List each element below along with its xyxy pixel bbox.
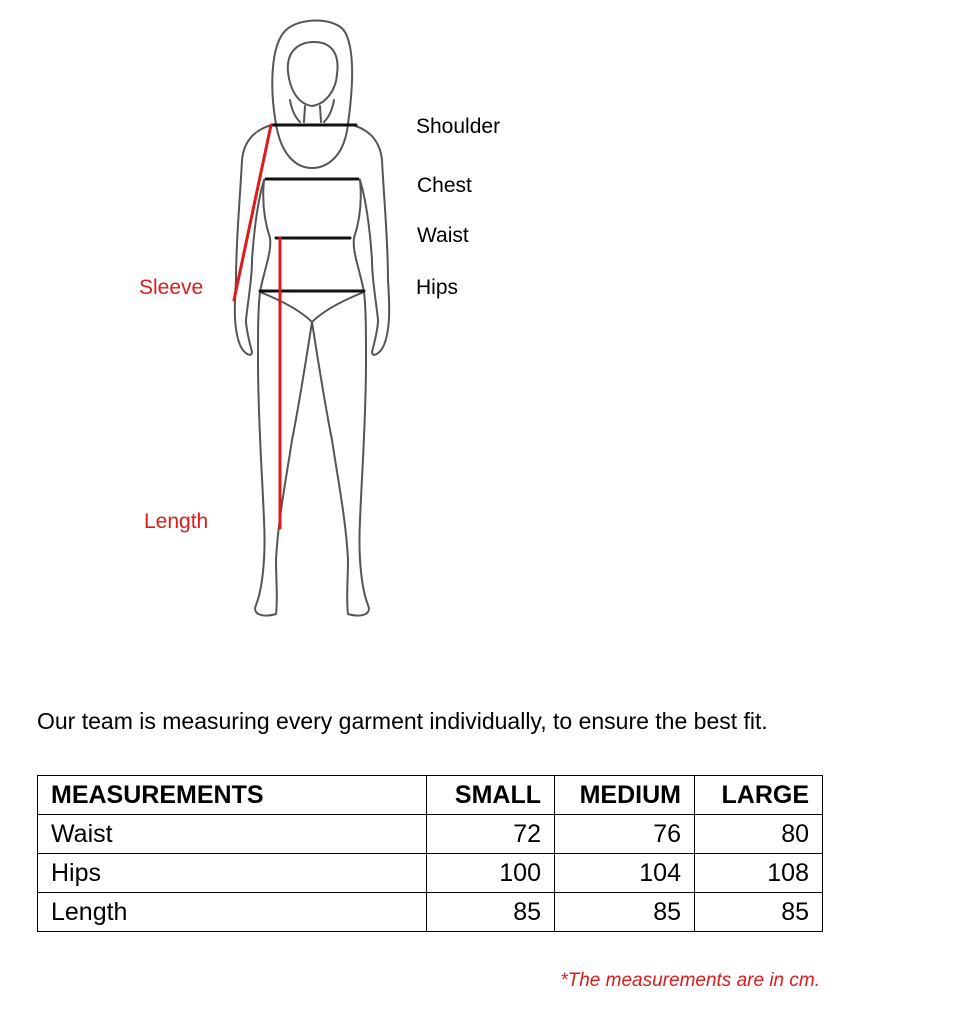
cell-medium: 104 <box>555 854 695 893</box>
row-label: Hips <box>38 854 427 893</box>
waist-label: Waist <box>417 224 469 247</box>
sleeve-label: Sleeve <box>139 276 204 299</box>
cell-small: 72 <box>427 815 555 854</box>
left-leg-outline <box>255 322 312 616</box>
cell-small: 85 <box>427 893 555 932</box>
intro-text: Our team is measuring every garment individually, to ensure the best fit. <box>37 708 768 734</box>
row-label: Length <box>38 893 427 932</box>
cell-large: 80 <box>695 815 823 854</box>
cell-medium: 76 <box>555 815 695 854</box>
row-label: Waist <box>38 815 427 854</box>
right-leg-outline <box>312 322 369 616</box>
cell-medium: 85 <box>555 893 695 932</box>
cell-small: 100 <box>427 854 555 893</box>
units-footnote: *The measurements are in cm. <box>560 970 820 991</box>
table-row <box>38 854 823 893</box>
left-torso-outline <box>258 180 270 360</box>
table-row <box>38 893 823 932</box>
cell-large: 108 <box>695 854 823 893</box>
length-label: Length <box>144 510 209 533</box>
right-torso-outline <box>354 180 366 360</box>
hair-outline <box>272 20 352 124</box>
hips-label: Hips <box>416 276 459 299</box>
header-medium: MEDIUM <box>555 776 695 815</box>
table-header-row <box>38 776 823 815</box>
header-large: LARGE <box>695 776 823 815</box>
table-row <box>38 815 823 854</box>
header-measurements: MEASUREMENTS <box>38 776 427 815</box>
cell-large: 85 <box>695 893 823 932</box>
chest-label: Chest <box>417 174 472 197</box>
size-chart-table <box>37 775 823 932</box>
shoulder-label: Shoulder <box>416 115 501 138</box>
face-outline <box>288 42 338 106</box>
header-small: SMALL <box>427 776 555 815</box>
